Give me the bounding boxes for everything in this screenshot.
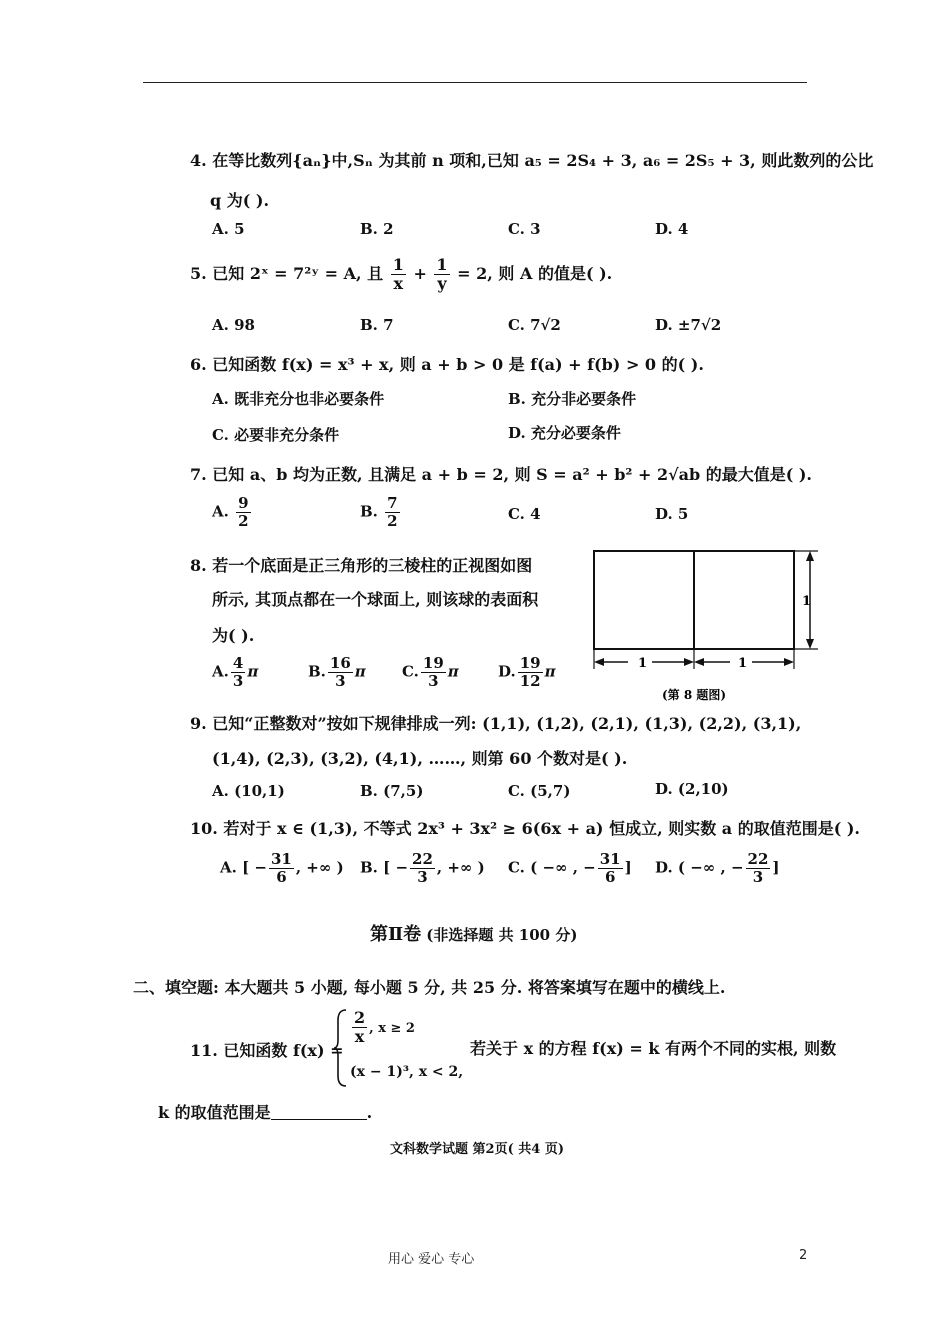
q4-line2: q 为( ). [210, 191, 270, 210]
part2-subtitle: (非选择题 共 100 分) [426, 926, 578, 944]
q11-case2: (x − 1)³, x < 2, [350, 1064, 464, 1080]
q10-stem: 10. 若对于 x ∈ (1,3), 不等式 2x³ + 3x² ≥ 6(6x + a) 恒成立, 则实数 a 的取值范围是( ). [190, 819, 861, 838]
q5-option-a: A. 98 [212, 316, 255, 334]
q8-front-view-figure [580, 545, 830, 710]
q8-option-b: B. $\frac{16}{3}$ π [308, 654, 366, 690]
q7-option-d: D. 5 [655, 505, 689, 523]
q5-option-b: B. 7 [360, 316, 394, 334]
q5-option-c: C. 7√2 [508, 316, 561, 334]
q5-option-d: D. ±7√2 [655, 316, 722, 334]
q8-option-a: A. $\frac{4}{3}$ π [212, 654, 259, 690]
q5-prefix: 5. 已知 2ˣ = 7²ʸ = A, 且 [190, 264, 384, 283]
q9-line2: (1,4), (2,3), (3,2), (4,1), ……, 则第 60 个数对是( ). [212, 749, 628, 768]
q4-option-b: B. 2 [360, 220, 394, 238]
part2-heading [370, 920, 577, 946]
page-footer: 文科数学试题 第2页( 共4 页) [390, 1142, 564, 1157]
bottom-text: 用心 爱心 专心 [388, 1252, 475, 1267]
q4-option-c: C. 3 [508, 220, 541, 238]
top-rule [143, 82, 807, 83]
q5-stem [190, 257, 612, 292]
q4-option-d: D. 4 [655, 220, 689, 238]
q8-line2: 所示, 其顶点都在一个球面上, 则该球的表面积 [212, 590, 539, 609]
q10-option-b: B. [ − $\frac{22}{3}$ , +∞ ) [360, 850, 485, 886]
q10-option-c: C. ( −∞ , − $\frac{31}{6}$ ] [508, 850, 632, 886]
q8-line1: 8. 若一个底面是正三角形的三棱柱的正视图如图 [190, 556, 533, 575]
q6-option-d: D. 充分必要条件 [508, 424, 621, 442]
q6-option-a: A. 既非充分也非必要条件 [212, 390, 385, 408]
q7-stem: 7. 已知 a、b 均为正数, 且满足 a + b = 2, 则 S = a² + b² + 2√ab 的最大值是( ). [190, 465, 812, 484]
q8-option-c: C. $\frac{19}{3}$ π [402, 654, 459, 690]
width-label-left: 1 [638, 656, 648, 671]
q6-option-c: C. 必要非充分条件 [212, 426, 340, 444]
q5-plus: + [413, 264, 427, 283]
q6-option-b: B. 充分非必要条件 [508, 390, 637, 408]
part2-title: 第Ⅱ卷 [370, 924, 422, 945]
width-label-right: 1 [738, 656, 748, 671]
q9-option-b: B. (7,5) [360, 782, 424, 800]
q7-option-b: B. $\frac{7}{2}$ [360, 494, 398, 530]
q4-option-a: A. 5 [212, 220, 245, 238]
q11-brace [334, 1008, 348, 1088]
q8-option-d: D. $\frac{19}{12}$ π [498, 654, 556, 690]
q9-line1: 9. 已知“正整数对”按如下规律排成一列: (1,1), (1,2), (2,1), (1,3), (2,2), (3,1), [190, 714, 802, 733]
page-number: 2 [799, 1248, 808, 1263]
q9-option-a: A. (10,1) [212, 782, 285, 800]
q10-option-d: D. ( −∞ , − $\frac{22}{3}$ ] [655, 850, 780, 886]
q6-stem: 6. 已知函数 f(x) = x³ + x, 则 a + b > 0 是 f(a) + f(b) > 0 的( ). [190, 355, 704, 374]
q11-suffix: 若关于 x 的方程 f(x) = k 有两个不同的实根, 则数 [470, 1039, 837, 1058]
figure-caption: (第 8 题图) [662, 688, 727, 702]
q11-answer-blank [271, 1105, 367, 1120]
q11-case1: $\frac{2}{x}$ , x ≥ 2 [354, 1008, 415, 1046]
q10-option-a: A. [ − $\frac{31}{6}$ , +∞ ) [220, 850, 344, 886]
q7-option-c: C. 4 [508, 505, 541, 523]
q11-line2: k 的取值范围是 . [158, 1103, 373, 1122]
q7-option-a: A. $\frac{9}{2}$ [212, 494, 249, 530]
q8-line3: 为( ). [212, 626, 255, 645]
height-label: 1 [802, 594, 812, 609]
q9-option-c: C. (5,7) [508, 782, 571, 800]
section2-header: 二、填空题: 本大题共 5 小题, 每小题 5 分, 共 25 分. 将答案填写在题中的横线上. [133, 978, 726, 997]
q5-fraction-1: $\frac{1}{x}$ [392, 255, 404, 293]
q5-suffix: = 2, 则 A 的值是( ). [457, 264, 613, 283]
q4-line1: 4. 在等比数列{aₙ}中,Sₙ 为其前 n 项和,已知 a₅ = 2S₄ + 3, a₆ = 2S₅ + 3, 则此数列的公比 [190, 151, 874, 170]
q5-fraction-2: $\frac{1}{y}$ [436, 255, 448, 293]
q11-prefix: 11. 已知函数 f(x) = [190, 1041, 344, 1060]
q9-option-d: D. (2,10) [655, 780, 729, 798]
